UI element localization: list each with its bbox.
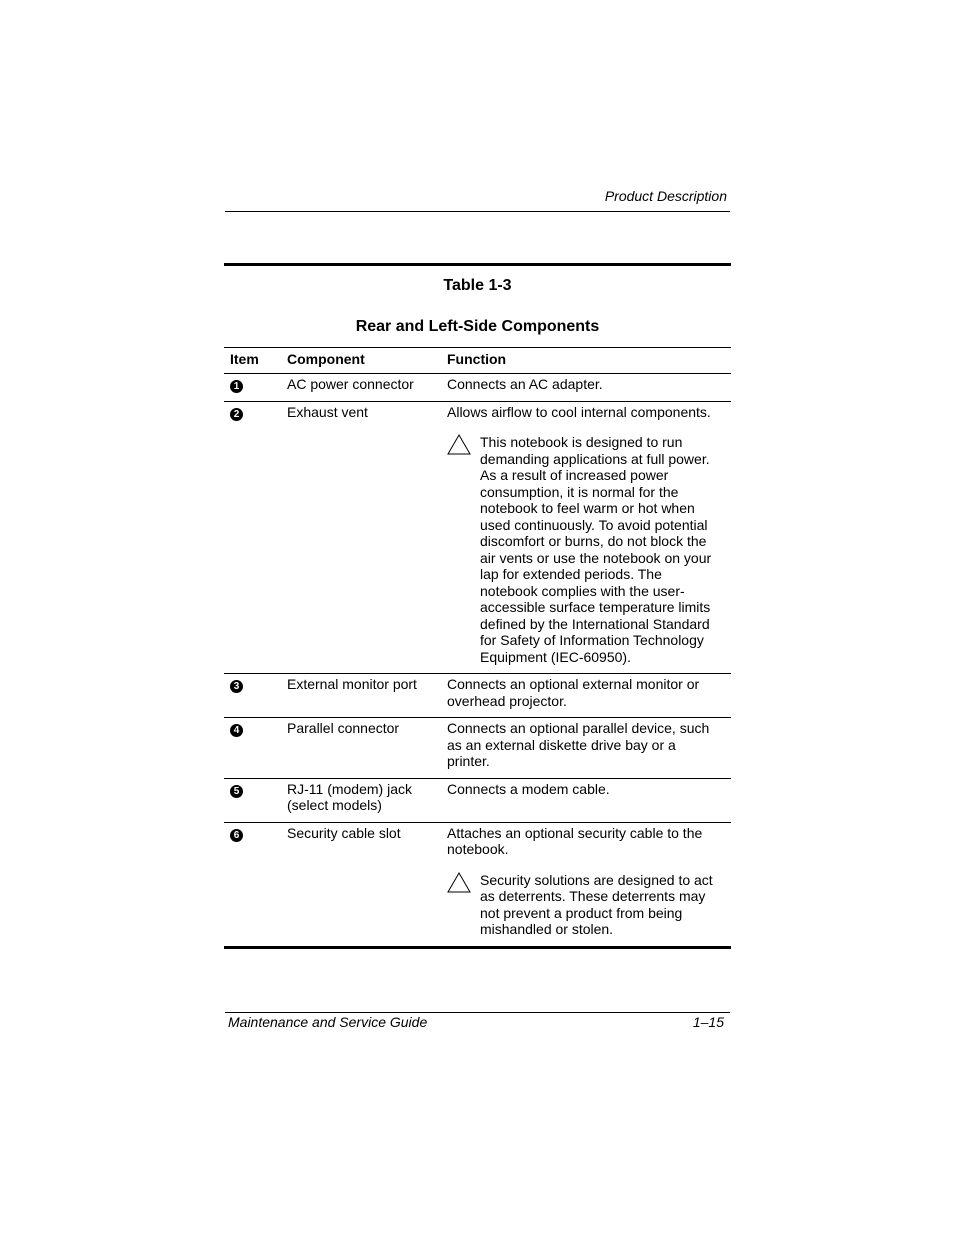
page-number: 1–15 bbox=[692, 1014, 724, 1030]
function-text: Allows airflow to cool internal components. bbox=[447, 403, 711, 420]
table-top-rule bbox=[224, 263, 731, 266]
column-header-component: Component bbox=[281, 348, 441, 374]
header-rule bbox=[225, 211, 730, 212]
caution-text: This notebook is designed to run demanding applications at full power. As a result of increased power consumption, it is normal for the notebook to feel warm or hot when used continuously. To avoid potential discomfort or burns, do not block the air vents or use the notebook on your lap for extended periods. The notebook complies with the user-accessible surface temperature limits defined by the International Standard for Safety of Information Technology Equipment (IEC-60950). bbox=[480, 434, 712, 665]
item-number-badge: 6 bbox=[230, 829, 243, 842]
column-header-function: Function bbox=[441, 348, 731, 374]
table-bottom-rule bbox=[224, 946, 731, 949]
function-text: Attaches an optional security cable to the notebook. bbox=[447, 824, 703, 857]
table-header-row bbox=[224, 348, 731, 374]
components-table-block bbox=[224, 263, 731, 949]
item-number-badge: 4 bbox=[230, 724, 243, 737]
footer-rule bbox=[225, 1012, 730, 1013]
component-name: Security cable slot bbox=[287, 824, 401, 841]
component-name: Exhaust vent bbox=[281, 401, 441, 674]
function-text: Connects a modem cable. bbox=[447, 780, 610, 797]
function-text: Connects an optional external monitor or overhead projector. bbox=[447, 676, 700, 709]
item-number-badge: 3 bbox=[230, 680, 243, 693]
item-number-badge: 5 bbox=[230, 785, 243, 798]
component-name: External monitor port bbox=[281, 674, 441, 718]
item-number-badge: 2 bbox=[230, 408, 243, 421]
table-row bbox=[224, 778, 731, 822]
table-row bbox=[224, 674, 731, 718]
caution-note bbox=[447, 434, 717, 665]
table-row bbox=[224, 718, 731, 779]
component-name: Parallel connector bbox=[281, 718, 441, 779]
caution-triangle-icon bbox=[447, 872, 480, 896]
caution-note bbox=[447, 872, 717, 938]
components-table bbox=[224, 347, 731, 946]
function-text: Connects an optional parallel device, such as an external diskette drive bay or a printer. bbox=[447, 720, 710, 769]
table-row bbox=[224, 373, 731, 401]
footer-guide-title: Maintenance and Service Guide bbox=[228, 1014, 428, 1030]
component-name: RJ-11 (modem) jack (select models) bbox=[281, 778, 441, 822]
table-row bbox=[224, 401, 731, 674]
column-header-item: Item bbox=[224, 348, 281, 374]
function-text: Connects an AC adapter. bbox=[447, 375, 603, 392]
table-title: Rear and Left-Side Components bbox=[355, 318, 600, 335]
table-row bbox=[224, 822, 731, 946]
item-number-badge: 1 bbox=[230, 380, 243, 393]
component-name: AC power connector bbox=[281, 373, 441, 401]
caution-triangle-icon bbox=[447, 434, 480, 458]
caution-text: Security solutions are designed to act as deterrents. These deterrents may not prevent a product from being mishandled or stolen. bbox=[480, 871, 713, 937]
table-number: Table 1-3 bbox=[443, 277, 512, 294]
running-header: Product Description bbox=[604, 188, 727, 204]
